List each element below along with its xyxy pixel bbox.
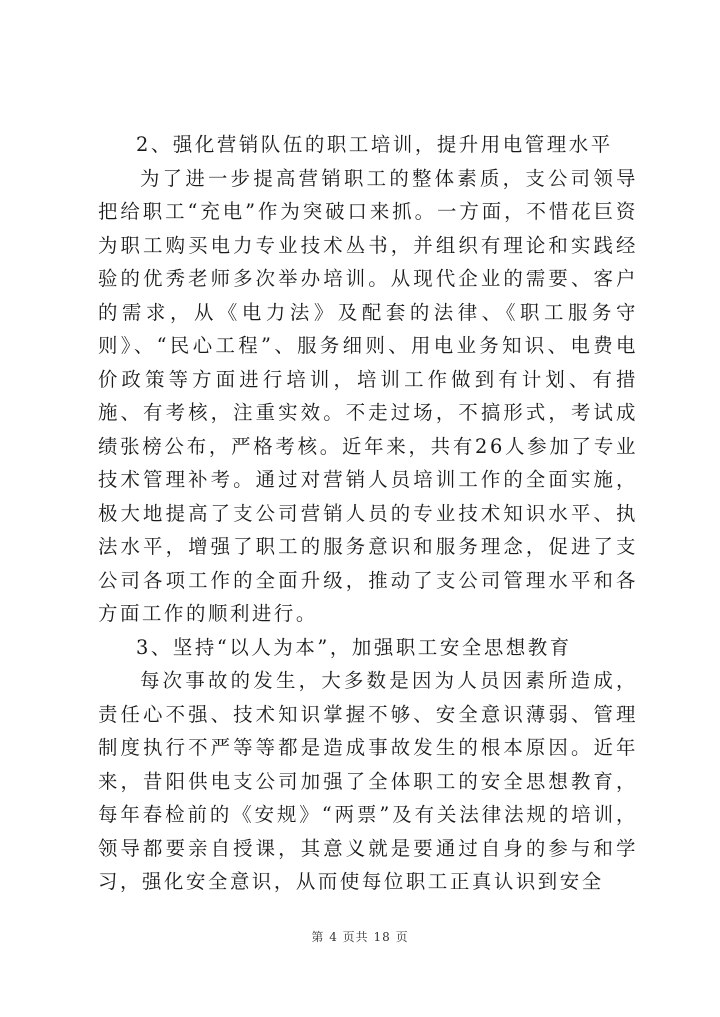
section-2-paragraph: 为了进一步提高营销职工的整体素质，支公司领导把给职工“充电”作为突破口来抓。一方面，不惜花巨资为职工购买电力专业技术丛书，并组织有理论和实践经验的优秀老师多次举办培训。从现代企业的需要、客户的需求，从《电力法》及配套的法律、《职工服务守则》、“民心工程”、服务细则、用电业务知识、电费电价政策等方面进行培训，培训工作做到有计划、有措施、有考核，注重实效。不走过场，不搞形式，考试成绩张榜公布，严格考核。近年来，共有26人参加了专业技术管理补考。通过对营销人员培训工作的全面实施，极大地提高了支公司营销人员的专业技术知识水平、执法水平，增强了职工的服务意识和服务理念，促进了支公司各项工作的全面升级，推动了支公司管理水平和各方面工作的顺利进行。: [98, 166, 638, 625]
document-body: [98, 128, 638, 899]
section-2-heading: 2、强化营销队伍的职工培训，提升用电管理水平: [136, 133, 613, 156]
section-3-paragraph: 每次事故的发生，大多数是因为人员因素所造成，责任心不强、技术知识掌握不够、安全意识薄弱、管理制度执行不严等等都是造成事故发生的根本原因。近年来，昔阳供电支公司加强了全体职工的安全思想教育，每年春检前的《安规》“两票”及有关法律法规的培训，领导都要亲自授课，其意义就是要通过自身的参与和学习，强化安全意识，从而使每位职工正真认识到安全: [98, 669, 638, 893]
page-number-footer: 第 4 页共 18 页: [311, 930, 409, 944]
section-3-heading: 3、坚持“以人为本”，加强职工安全思想教育: [136, 635, 572, 659]
